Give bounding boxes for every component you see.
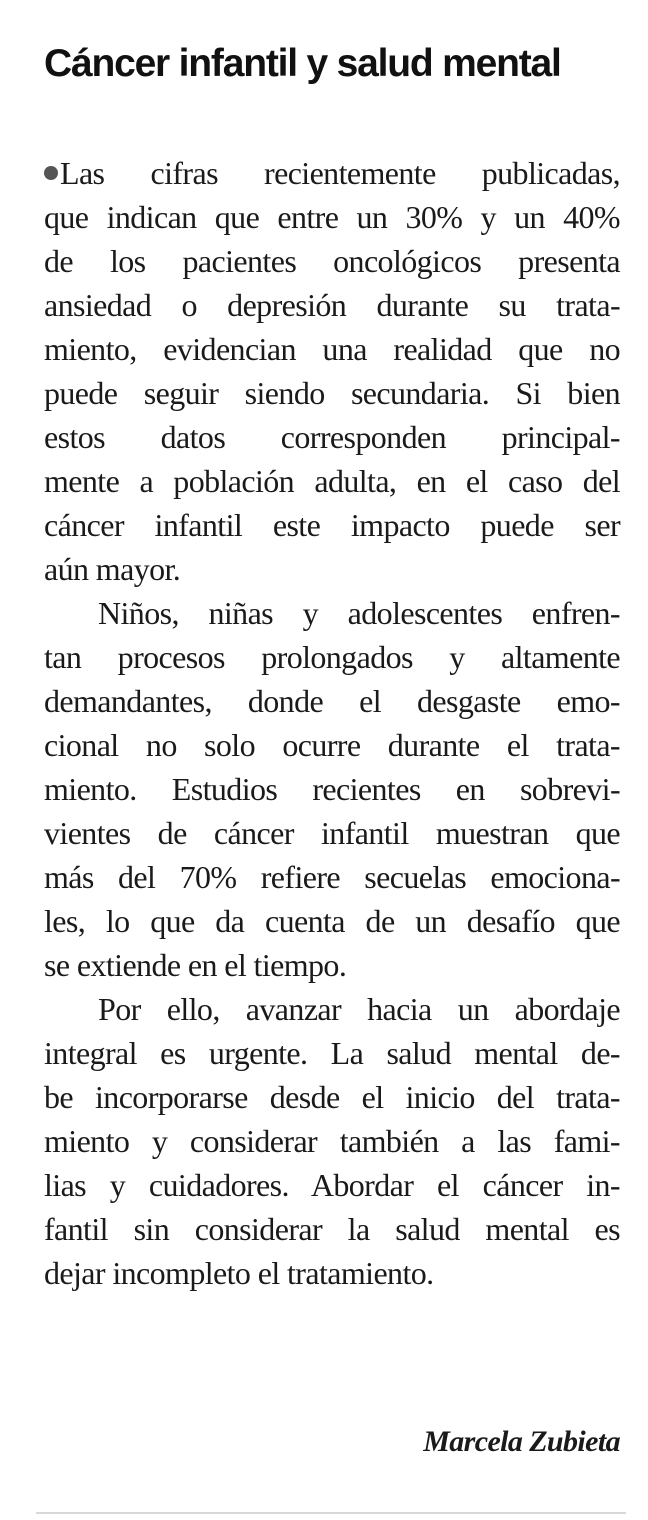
paragraph-2-line-4: cional no solo ocurre durante el trata- [44, 727, 620, 763]
headline: Cáncer infantil y salud mental [44, 42, 561, 85]
paragraph-2-line-2: tan procesos prolongados y altamente [44, 639, 620, 675]
paragraph-3-line-1: Por ello, avanzar hacia un abordaje [98, 991, 620, 1027]
paragraph-3-line-2: integral es urgente. La salud mental de- [44, 1035, 620, 1071]
paragraph-3-line-4: miento y considerar también a las fami- [44, 1123, 620, 1159]
paragraph-3-line-7: dejar incompleto el tratamiento. [44, 1255, 434, 1291]
paragraph-1-line-4: ansiedad o depresión durante su trata- [44, 287, 620, 323]
paragraph-1-line-6: puede seguir siendo secundaria. Si bien [44, 375, 620, 411]
paragraph-1-line-3: de los pacientes oncológicos presenta [44, 243, 620, 279]
paragraph-2-line-8: les, lo que da cuenta de un desafío que [44, 903, 620, 939]
paragraph-2-line-5: miento. Estudios recientes en sobrevi- [44, 771, 620, 807]
paragraph-1-line-2: que indican que entre un 30% y un 40% [44, 199, 620, 235]
paragraph-3-line-6: fantil sin considerar la salud mental es [44, 1211, 620, 1247]
paragraph-2-line-3: demandantes, donde el desgaste emo- [44, 683, 620, 719]
paragraph-1-line-8: mente a población adulta, en el caso del [44, 463, 620, 499]
letter-to-editor [44, 0, 620, 1520]
paragraph-1-line-10: aún mayor. [44, 551, 181, 587]
bullet-icon [44, 166, 58, 180]
paragraph-1-line-7: estos datos corresponden principal- [44, 419, 620, 455]
paragraph-1-line-9: cáncer infantil este impacto puede ser [44, 507, 620, 543]
paragraph-3-line-3: be incorporarse desde el inicio del trata- [44, 1079, 620, 1115]
paragraph-2-line-1: Niños, niñas y adolescentes enfren- [98, 595, 620, 631]
paragraph-3-line-5: lias y cuidadores. Abordar el cáncer in- [44, 1167, 620, 1203]
paragraph-2-line-9: se extiende en el tiempo. [44, 947, 347, 983]
paragraph-1-line-5: miento, evidencian una realidad que no [44, 331, 620, 367]
author-signature: Marcela Zubieta [423, 1425, 620, 1458]
paragraph-1-line-1: Las cifras recientemente publicadas, [44, 151, 620, 195]
bottom-divider [36, 1512, 626, 1514]
paragraph-2-line-7: más del 70% refiere secuelas emociona- [44, 859, 620, 895]
paragraph-2-line-6: vientes de cáncer infantil muestran que [44, 815, 620, 851]
